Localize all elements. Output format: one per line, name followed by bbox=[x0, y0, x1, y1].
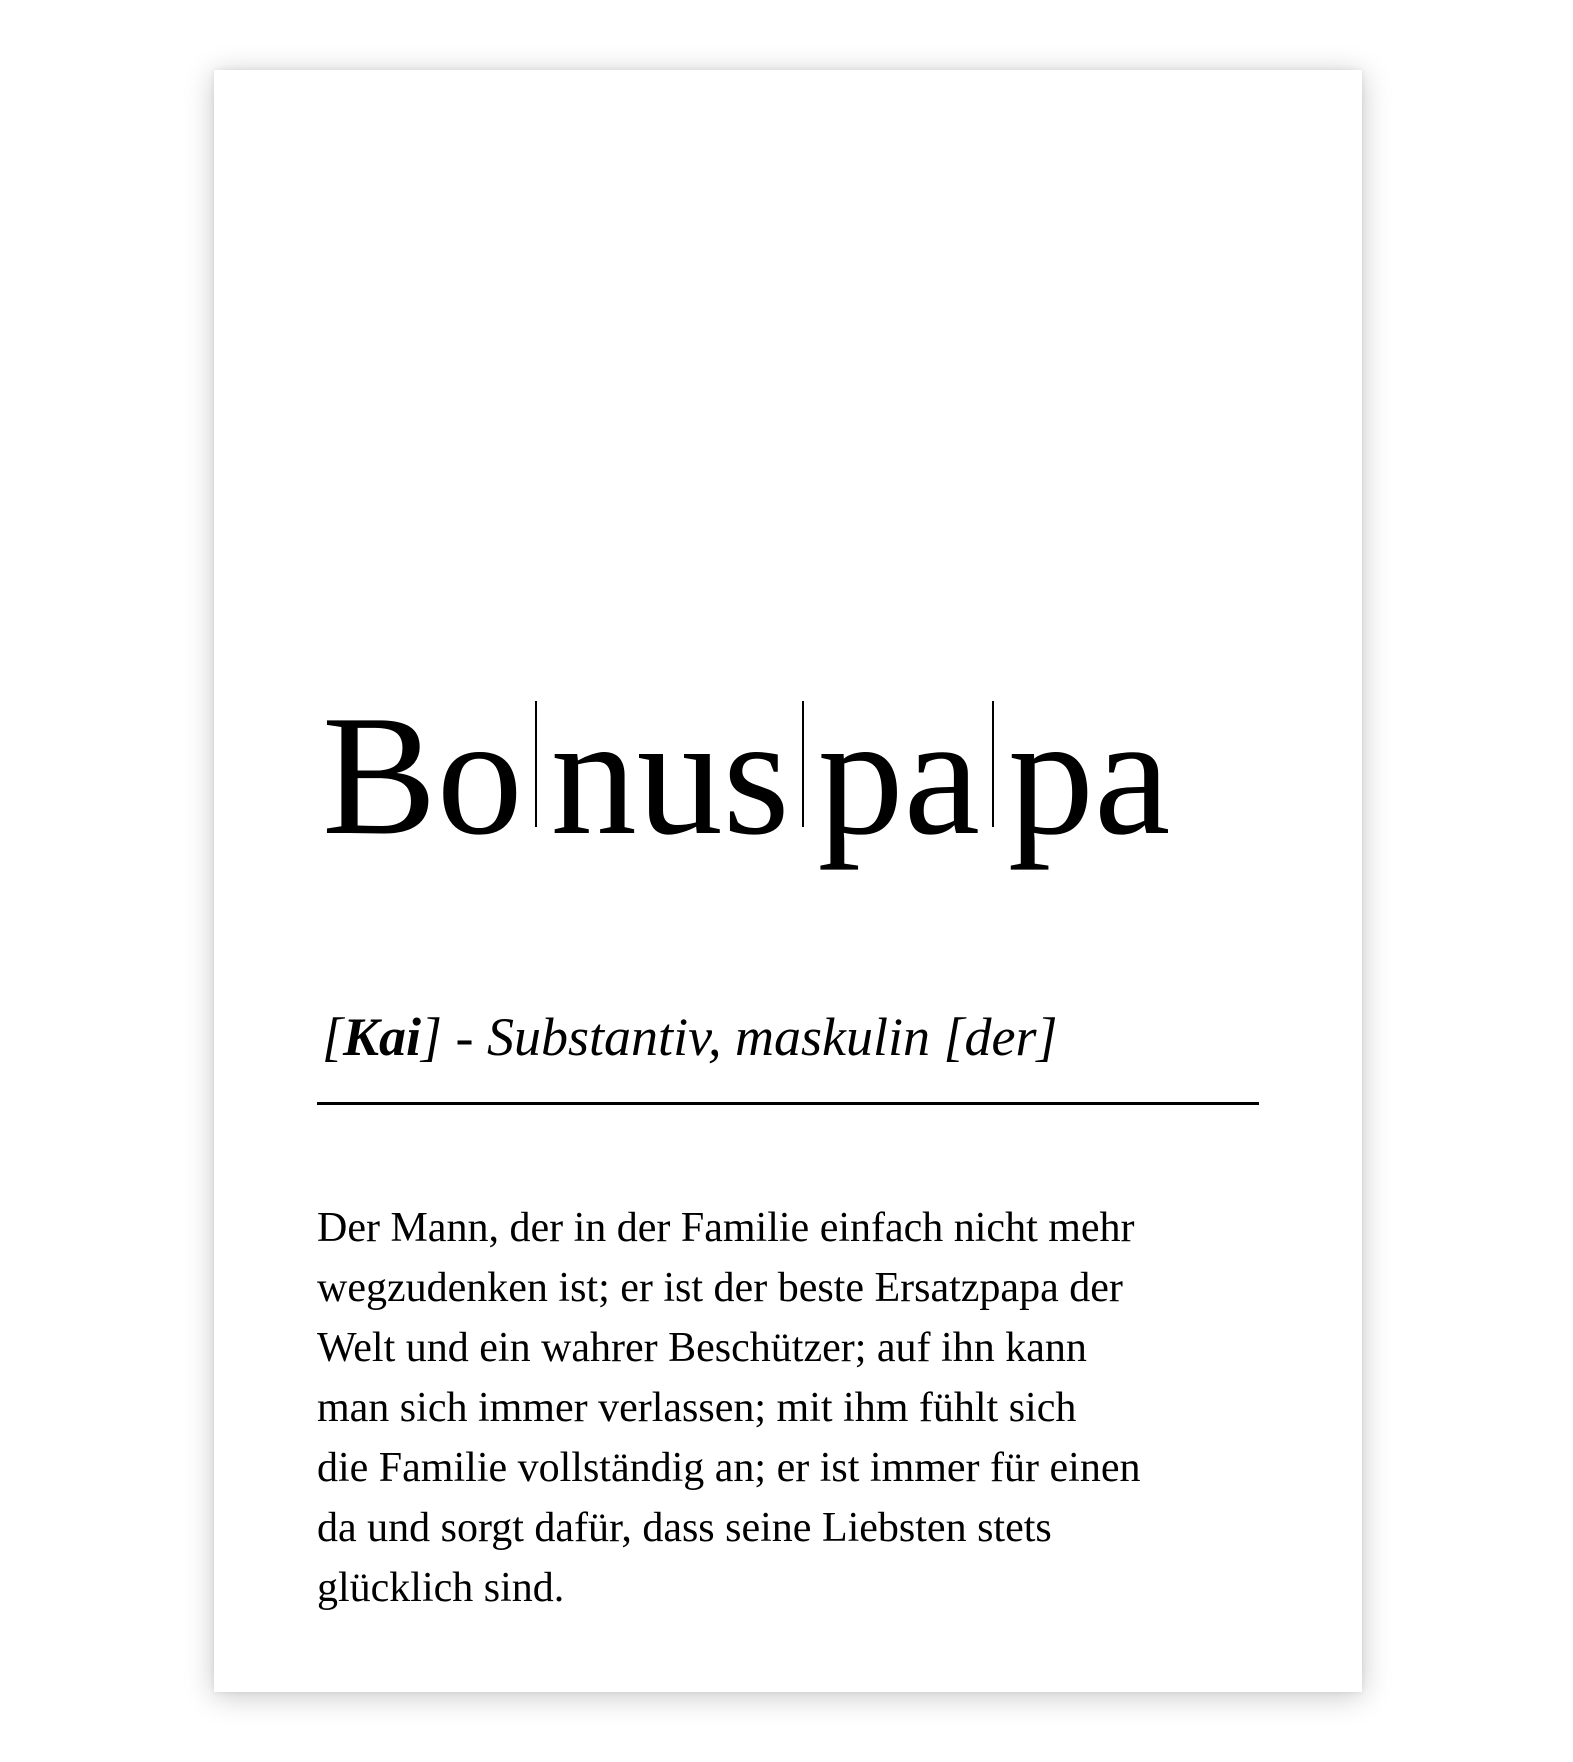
grammar-name: Kai bbox=[343, 1007, 422, 1067]
syllable-separator bbox=[992, 701, 994, 827]
grammar-open-bracket: [ bbox=[322, 1007, 344, 1067]
syllable-separator bbox=[802, 701, 804, 827]
headword-syllable-1: Bo bbox=[322, 681, 523, 871]
divider-rule bbox=[317, 1102, 1259, 1105]
headword-syllable-2: nus bbox=[550, 681, 790, 871]
poster-sheet bbox=[214, 70, 1362, 1692]
headword-syllable-3: pa bbox=[817, 681, 981, 871]
definition-text: Der Mann, der in der Familie einfach nicht mehr wegzudenken ist; er ist der beste Ersatzpapa der Welt und ein wahrer Beschützer; auf ihn kann man sich immer verlassen; mit ihm fühlt sich die Familie vollständig an; er ist immer für einen da und sorgt dafür, dass seine Liebsten stets glücklich sind. bbox=[317, 1205, 1141, 1611]
headword-syllable-4: pa bbox=[1008, 681, 1171, 871]
grammar-description: ] - Substantiv, maskulin [der] bbox=[421, 1007, 1058, 1067]
syllable-separator bbox=[535, 701, 537, 827]
grammar-line bbox=[322, 1007, 1058, 1067]
headword bbox=[322, 681, 1171, 871]
